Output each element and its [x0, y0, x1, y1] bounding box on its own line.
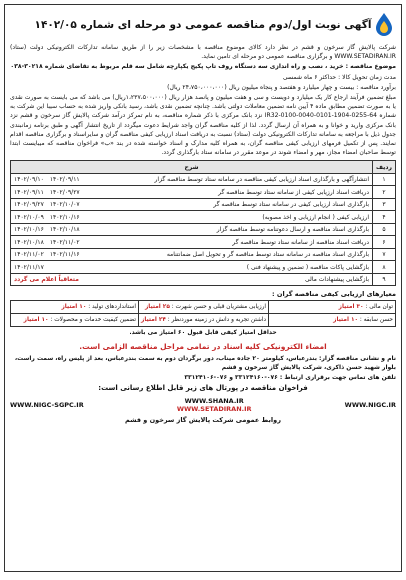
- criteria-points: ۲۴ امتیاز: [141, 317, 166, 324]
- intro-paragraph: شرکت پالایش گاز سرخون و قشم در نظر دارد کالای موضوع مناقصه با مشخصات زیر را از طریق سامانه تدارکات الکترونیکی دولت (ستاد) WWW.SETADIRAN.IR و برگزاری مناقصه عمومی دو مرحله ای تامین نماید.: [10, 44, 396, 61]
- row-date-to: ۱۴۰۲/۱۰/۰۷: [49, 201, 80, 209]
- criteria-label: داشتن تجربه و دانش در زمینه موردنظر :: [167, 317, 267, 324]
- row-number: ۲: [373, 186, 396, 199]
- criteria-points: ۳۰ امتیاز: [338, 304, 364, 311]
- row-dates: [14, 174, 80, 185]
- schedule-row: [11, 198, 396, 211]
- schedule-row: [11, 211, 396, 224]
- portals-note: فراخوان مناقصه در پورتال های زیر قابل اطلاع رسانی است:: [98, 384, 308, 393]
- portal-links: [10, 397, 396, 413]
- criteria-title: معیارهای ارزیابی کیفی مناقصه گران :: [272, 290, 396, 299]
- criteria-cell: [139, 314, 269, 327]
- row-description: بارگذاری اسناد مناقصه در سامانه ستاد توسط مناقصه گر و تحویل اصل ضمانتنامه: [166, 251, 369, 259]
- row-description: بارگذاری اسناد مناقصه و ارسال دعوتنامه توسط مناقصه گزار: [216, 226, 369, 234]
- row-dates: [14, 237, 80, 248]
- row-cell: [11, 186, 373, 199]
- row-number: ۱: [373, 173, 396, 186]
- phone-line: تلفن های تماس جهت برقراری ارتباط : ۰۷۶-۳۳۱۲۴۱۶۰ و ۰۷۶-۳۳۱۲۴۱۰۶: [184, 374, 396, 382]
- guarantee-paragraph: مبلغ تضمین فرآیند ارجاع کار یک میلیارد و دویست و سی و هفت میلیون و پانصد هزار ریال (۱،۲۳۷،۵۰۰،۰۰۰ریال) می باشد که می بایست به صورت نقدی یا به صورت تضمین مطابق ماده ۴ آیین نامه تضمین معاملات دولتی باشد. چنانچه تضمین نقدی باشد، رسید بانکی واریز شده به حساب سیبا این شرکت به شماره IR32-0100-0040-0101-1904-0255-64 نزد بانک مرکزی با ذکر شماره مناقصه، به نام تمرکز درآمد شرکت پالایش گاز سرخون و قشم نزد بانک مرکزی وارید و خوانا و به همراه آن ارسال گردد. لذا از کلیه مناقصه گران واجد شرایط دعوت میگردد از تاریخ انتشار آگهی و طبق برنامه زمانبندی جدول ذیل با مراجعه به سامانه تدارکات الکترونیکی دولت (ستاد) نسبت به دریافت اسناد ارزیابی کیفی مناقصه گران و سایراسناد و برگزاری مناقصه اقدام نمایند. پس از تکمیل فرمهای ارزیابی کیفی مناقصه گران، به همراه کلیه مدارک و اسناد خواسته شده در بند «ب» فراخوان مناقصه که میبایست ابتدا توسط صاحبان امضاء مجاز، مهر و امضاء شوند در موعد مقرر در سامانه ستاد بارگذاری گردد.: [10, 94, 397, 157]
- row-dates: [14, 187, 80, 198]
- row-cell: [11, 236, 373, 249]
- schedule-row: [11, 186, 396, 199]
- row-date-to: ۱۴۰۲/۱۰/۱۸: [49, 226, 80, 234]
- row-date-to: ۱۴۰۲/۰۹/۲۷: [49, 188, 80, 196]
- schedule-row: [11, 273, 396, 286]
- criteria-points: ۲۵ امتیاز: [144, 304, 170, 311]
- row-date-from: ۱۴۰۲/۱۱/۰۲: [14, 251, 44, 259]
- row-date-from: ۱۴۰۲/۰۹/۲۷: [14, 201, 44, 209]
- row-date-from: ۱۴۰۲/۰۹/۱۰: [14, 176, 44, 184]
- row-date-from: ۱۴۰۲/۱۰/۰۹: [14, 213, 44, 221]
- row-description: بارگذاری اسناد ارزیابی کیفی در سامانه ستاد توسط مناقصه گر: [213, 201, 369, 209]
- min-score: حداقل امتیاز کیفی قابل قبول ۶۰ امتیاز می باشد.: [129, 329, 277, 337]
- row-date-from: ۱۴۰۲/۱۰/۱۸: [14, 238, 44, 246]
- portal-link-shana[interactable]: WWW.SHANA.IR: [184, 397, 244, 406]
- schedule-header-row: [11, 161, 396, 174]
- row-number: ۵: [373, 223, 396, 236]
- notice-title: آگهی نوبت اول/دوم مناقصه عمومی دو مرحله ای شماره ۱۴۰۲/۰۵: [34, 19, 372, 31]
- criteria-label: توان مالی :: [365, 304, 393, 311]
- tender-subject: موضوع مناقصه : خرید ، نصب و راه اندازی سه دستگاه روف تاپ پکیج یکپارچه شامل سه قلم مربوط به تقاضای شماره ۳۰۲۱۸-۰۳۸: [10, 63, 396, 71]
- row-cell: [11, 211, 373, 224]
- criteria-row: [11, 301, 396, 314]
- row-cell: [11, 273, 373, 286]
- tender-estimate: برآورد مناقصه : بیست و چهار میلیارد و هفتصد و پنجاه میلیون ریال (۲۴،۷۵۰،۰۰۰،۰۰۰ ریال): [167, 83, 396, 91]
- criteria-cell: [11, 301, 139, 314]
- portal-link-group: [177, 397, 252, 413]
- notice-header: [10, 8, 396, 42]
- row-date-from: ۱۴۰۲/۱۰/۱۶: [14, 226, 44, 234]
- row-description: بازگشایی پیشنهادات مالی: [304, 276, 369, 284]
- criteria-label: تضمین کیفیت خدمات و محصولات :: [50, 317, 136, 324]
- criteria-cell: [11, 314, 139, 327]
- header-description: شرح: [11, 161, 373, 174]
- row-dates: [14, 199, 80, 210]
- schedule-table: [10, 160, 396, 286]
- portal-link-sgpc[interactable]: WWW.NIGC-SGPC.IR: [10, 401, 84, 410]
- row-date-from: ۱۴۰۲/۱۱/۱۷: [14, 263, 44, 271]
- row-date-from: متعاقباً اعلام می گردد: [14, 276, 79, 284]
- criteria-label: ارزیابی مشتریان قبلی و حسن شهرت :: [171, 304, 267, 311]
- row-cell: [11, 261, 373, 274]
- criteria-points: ۱۰ امتیاز: [333, 317, 359, 324]
- schedule-row: [11, 248, 396, 261]
- row-number: ۹: [373, 273, 396, 286]
- row-cell: [11, 223, 373, 236]
- delivery-time: مدت زمان تحویل کالا : حداکثر ۶ ماه شمسی: [282, 73, 396, 81]
- row-description: انتشارآگهی و بارگذاری اسناد ارزیابی کیفی مناقصه در سامانه ستاد توسط مناقصه گزار: [154, 176, 369, 184]
- row-number: ۷: [373, 248, 396, 261]
- schedule-row: [11, 223, 396, 236]
- row-dates: [14, 212, 80, 223]
- tender-notice-page: [4, 4, 402, 572]
- schedule-row: [11, 236, 396, 249]
- criteria-cell: [269, 314, 396, 327]
- schedule-row: [11, 173, 396, 186]
- row-dates: [14, 262, 50, 273]
- row-description: دریافت اسناد مناقصه از سامانه ستاد توسط مناقصه گر: [232, 238, 369, 246]
- portal-link-setad[interactable]: WWW.SETADIRAN.IR: [176, 405, 252, 414]
- criteria-cell: [269, 301, 396, 314]
- criteria-cell: [139, 301, 269, 314]
- row-dates: [14, 249, 80, 260]
- row-date-to: ۱۴۰۲/۰۹/۱۱: [49, 176, 80, 184]
- criteria-label: استانداردهای تولید :: [88, 304, 136, 311]
- row-description: بازگشایی پاکات مناقصه ( تضمین و پیشنهاد فنی ): [246, 263, 369, 271]
- row-cell: [11, 198, 373, 211]
- row-date-to: ۱۴۰۲/۱۰/۱۶: [49, 213, 80, 221]
- row-description: ارزیابی کیفی ( انجام ارزیابی و اخذ مصوبه): [262, 213, 369, 221]
- criteria-table: [10, 300, 396, 327]
- criteria-points: ۱۰ امتیاز: [61, 304, 87, 311]
- criteria-row: [11, 314, 396, 327]
- publisher-signature: روابط عمومی شرکت پالایش گاز سرخون و قشم: [125, 416, 281, 425]
- row-cell: [11, 173, 373, 186]
- row-date-to: ۱۴۰۲/۱۱/۰۲: [49, 238, 80, 246]
- criteria-points: ۱۰ امتیاز: [23, 317, 49, 324]
- company-logo: [372, 11, 396, 39]
- row-number: ۶: [373, 236, 396, 249]
- row-description: دریافت اسناد ارزیابی کیفی از سامانه ستاد توسط مناقصه گر: [218, 188, 369, 196]
- row-date-to: ۱۴۰۲/۱۱/۱۶: [49, 251, 80, 259]
- row-cell: [11, 248, 373, 261]
- portal-link-nigc[interactable]: WWW.NIGC.IR: [344, 401, 396, 410]
- header-row-number: ردیف: [373, 161, 396, 174]
- schedule-row: [11, 261, 396, 274]
- criteria-label: حسن سابقه :: [359, 317, 393, 324]
- row-date-from: ۱۴۰۲/۰۹/۱۱: [14, 188, 44, 196]
- row-number: ۴: [373, 211, 396, 224]
- address-paragraph: نام و نشانی مناقصه گزار: بندرعباس، کیلومتر ۲۰ جاده میناب، دور برگردان دوم به سمت بندرعباس، بعد از پلیس راه، سمت راست، بلوار شهید حسن ذاکری، شرکت پالایش گاز سرخون و قشم: [14, 355, 396, 372]
- row-dates: [14, 224, 80, 235]
- row-number: ۸: [373, 261, 396, 274]
- row-dates: [14, 274, 85, 285]
- signing-notice: امضاء الکترونیکی کلیه اسناد در تمامی مراحل مناقصه الزامی است.: [79, 342, 327, 352]
- row-number: ۳: [373, 198, 396, 211]
